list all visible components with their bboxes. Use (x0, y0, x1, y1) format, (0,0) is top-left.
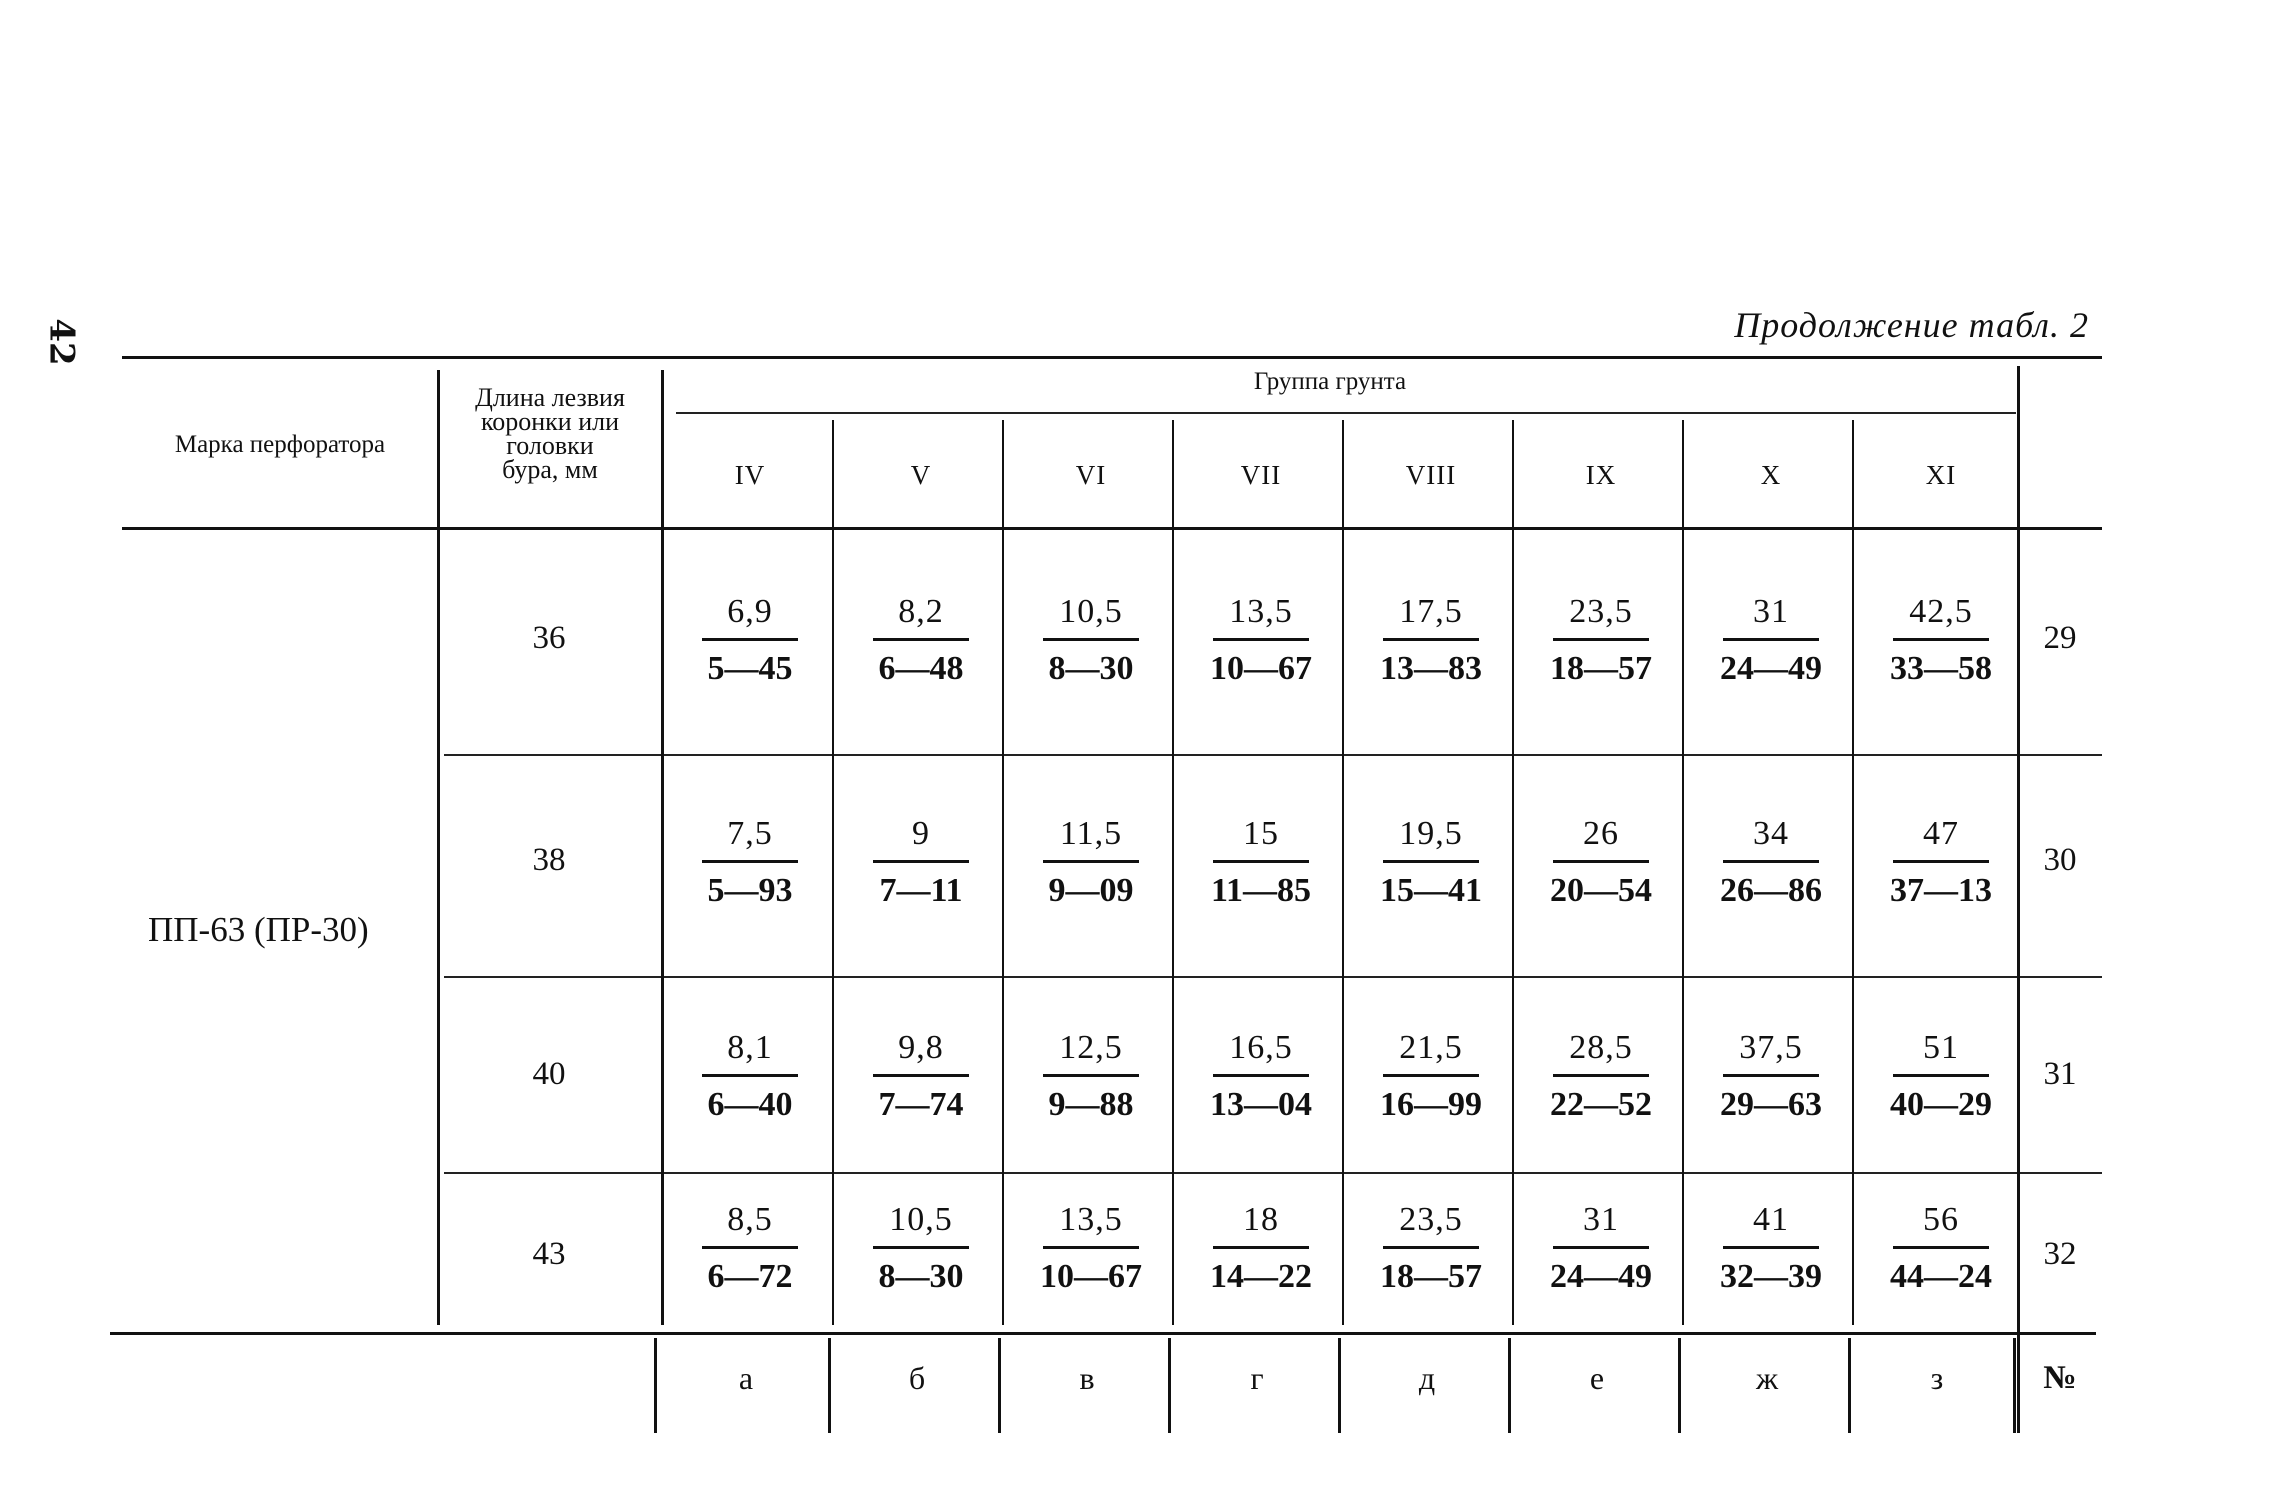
fraction-bar (1043, 1074, 1139, 1077)
footer-letter: е (1589, 1360, 1605, 1396)
cell-denominator: 32—39 (1720, 1258, 1822, 1295)
fraction-cell (836, 812, 1006, 913)
cell-denominator: 5—45 (707, 650, 793, 687)
footer-letter: д (1418, 1360, 1436, 1396)
footer-letter: в (1079, 1360, 1095, 1396)
footer-letter: г (1250, 1360, 1264, 1396)
cell-denominator: 9—88 (1048, 1086, 1134, 1123)
group-label-vii: VII (1240, 460, 1282, 490)
fraction-cell (1856, 1198, 2026, 1299)
cell-numerator: 31 (1583, 1201, 1619, 1238)
bit-length-43: 43 (532, 1236, 566, 1272)
page-number: 42 (41, 318, 82, 366)
length-header-line-2: коронки или (480, 407, 620, 436)
fraction-bar (1723, 1246, 1819, 1249)
cell-numerator: 11,5 (1059, 815, 1123, 852)
cell-denominator: 44—24 (1890, 1258, 1992, 1295)
fraction-bar (1553, 638, 1649, 641)
cell-numerator: 51 (1923, 1029, 1959, 1066)
bit-length-38: 38 (532, 842, 566, 878)
cell-denominator: 26—86 (1720, 872, 1822, 909)
cell-denominator: 9—09 (1048, 872, 1134, 909)
cell-numerator: 18 (1243, 1201, 1279, 1238)
cell-numerator: 37,5 (1739, 1029, 1803, 1066)
cell-denominator: 6—40 (707, 1086, 793, 1123)
fraction-bar (1043, 860, 1139, 863)
perforator-brand: ПП-63 (ПР-30) (148, 910, 369, 949)
cell-numerator: 12,5 (1059, 1029, 1123, 1066)
footer-letter: б (908, 1360, 926, 1396)
group-label-vi: VI (1075, 460, 1107, 490)
cell-numerator: 13,5 (1059, 1201, 1123, 1238)
fraction-bar (1553, 1074, 1649, 1077)
body-bottom-rule (110, 1332, 2096, 1335)
header-bottom-rule (122, 527, 2102, 530)
cell-numerator: 8,1 (727, 1029, 773, 1066)
cell-denominator: 18—57 (1380, 1258, 1482, 1295)
cell-denominator: 37—13 (1890, 872, 1992, 909)
fraction-cell (665, 1198, 835, 1299)
cell-denominator: 15—41 (1380, 872, 1482, 909)
group-header: Группа грунта (1253, 368, 1407, 395)
cell-denominator: 16—99 (1380, 1086, 1482, 1123)
cell-numerator: 23,5 (1399, 1201, 1463, 1238)
cell-denominator: 10—67 (1210, 650, 1312, 687)
brand-column-header: Марка перфоратора (174, 431, 386, 458)
fraction-cell (1346, 1026, 1516, 1127)
fraction-cell (665, 812, 835, 913)
cell-denominator: 24—49 (1550, 1258, 1652, 1295)
fraction-bar (1383, 860, 1479, 863)
cell-denominator: 20—54 (1550, 872, 1652, 909)
fraction-cell (1006, 590, 1176, 691)
cell-denominator: 13—83 (1380, 650, 1482, 687)
fraction-bar (702, 1074, 798, 1077)
fraction-cell (1176, 1026, 1346, 1127)
group-label-xi: XI (1925, 460, 1957, 490)
length-column-header (445, 383, 655, 484)
fraction-cell (1176, 590, 1346, 691)
fraction-bar (1213, 860, 1309, 863)
fraction-bar (1383, 638, 1479, 641)
row-number-29: 29 (2043, 620, 2077, 656)
cell-numerator: 8,2 (898, 593, 944, 630)
fraction-bar (1043, 1246, 1139, 1249)
fraction-cell (1856, 812, 2026, 913)
fraction-cell (1686, 590, 1856, 691)
cell-denominator: 22—52 (1550, 1086, 1652, 1123)
cell-numerator: 8,5 (727, 1201, 773, 1238)
cell-numerator: 56 (1923, 1201, 1959, 1238)
cell-denominator: 8—30 (878, 1258, 964, 1295)
row-number-31: 31 (2043, 1056, 2077, 1092)
fraction-cell (1686, 812, 1856, 913)
fraction-bar (1383, 1246, 1479, 1249)
cell-denominator: 5—93 (707, 872, 793, 909)
group-label-ix: IX (1585, 460, 1617, 490)
row-number-30: 30 (2043, 842, 2077, 878)
fraction-bar (1213, 638, 1309, 641)
cell-numerator: 16,5 (1229, 1029, 1293, 1066)
length-divider (661, 370, 664, 1325)
cell-numerator: 6,9 (727, 593, 773, 630)
cell-denominator: 6—72 (707, 1258, 793, 1295)
fraction-cell (1346, 812, 1516, 913)
cell-denominator: 14—22 (1210, 1258, 1312, 1295)
fraction-bar (1383, 1074, 1479, 1077)
cell-numerator: 47 (1923, 815, 1959, 852)
fraction-cell (1856, 590, 2026, 691)
fraction-bar (1213, 1074, 1309, 1077)
bit-length-36: 36 (532, 620, 566, 656)
group-label-v: V (910, 460, 932, 490)
top-rule (122, 356, 2102, 359)
fraction-bar (1893, 1246, 1989, 1249)
footer-letter: а (738, 1360, 754, 1396)
fraction-cell (836, 590, 1006, 691)
fraction-bar (702, 638, 798, 641)
group-label-x: X (1760, 460, 1782, 490)
footer-divider-left (654, 1338, 657, 1433)
cell-denominator: 10—67 (1040, 1258, 1142, 1295)
cell-numerator: 26 (1583, 815, 1619, 852)
fraction-cell (1516, 1026, 1686, 1127)
fraction-cell (1686, 1026, 1856, 1127)
cell-numerator: 19,5 (1399, 815, 1463, 852)
cell-numerator: 21,5 (1399, 1029, 1463, 1066)
fraction-cell (1006, 812, 1176, 913)
bit-length-40: 40 (532, 1056, 566, 1092)
length-header-line-4: бура, мм (502, 455, 598, 484)
fraction-bar (1553, 1246, 1649, 1249)
footer-letter: ж (1755, 1360, 1779, 1396)
cell-denominator: 7—11 (879, 872, 963, 909)
cell-numerator: 23,5 (1569, 593, 1633, 630)
fraction-cell (1346, 1198, 1516, 1299)
fraction-bar (1553, 860, 1649, 863)
fraction-cell (1856, 1026, 2026, 1127)
cell-denominator: 13—04 (1210, 1086, 1312, 1123)
fraction-cell (665, 1026, 835, 1127)
table-caption: Продолжение табл. 2 (1734, 305, 2089, 345)
fraction-bar (1213, 1246, 1309, 1249)
cell-numerator: 10,5 (1059, 593, 1123, 630)
cell-numerator: 34 (1753, 815, 1789, 852)
cell-denominator: 33—58 (1890, 650, 1992, 687)
cell-numerator: 13,5 (1229, 593, 1293, 630)
footer-number-label: № (2043, 1360, 2077, 1396)
fraction-cell (1006, 1026, 1176, 1127)
fraction-cell (1686, 1198, 1856, 1299)
fraction-cell (1176, 812, 1346, 913)
cell-numerator: 10,5 (889, 1201, 953, 1238)
group-label-iv: IV (734, 460, 766, 490)
cell-denominator: 6—48 (878, 650, 964, 687)
cell-denominator: 40—29 (1890, 1086, 1992, 1123)
fraction-bar (1043, 638, 1139, 641)
fraction-bar (873, 1074, 969, 1077)
length-header-line-3: головки (506, 431, 594, 460)
cell-numerator: 28,5 (1569, 1029, 1633, 1066)
fraction-cell (1346, 590, 1516, 691)
fraction-cell (836, 1026, 1006, 1127)
cell-numerator: 9,8 (898, 1029, 944, 1066)
cell-numerator: 31 (1753, 593, 1789, 630)
cell-numerator: 42,5 (1909, 593, 1973, 630)
fraction-cell (665, 590, 835, 691)
fraction-cell (836, 1198, 1006, 1299)
fraction-cell (1176, 1198, 1346, 1299)
fraction-bar (873, 638, 969, 641)
cell-numerator: 7,5 (727, 815, 773, 852)
cell-denominator: 18—57 (1550, 650, 1652, 687)
fraction-cell (1516, 590, 1686, 691)
fraction-cell (1516, 1198, 1686, 1299)
group-rule (676, 412, 2016, 414)
cell-numerator: 41 (1753, 1201, 1789, 1238)
cell-denominator: 11—85 (1210, 872, 1312, 909)
cell-numerator: 17,5 (1399, 593, 1463, 630)
group-label-viii: VIII (1405, 460, 1457, 490)
fraction-cell (1006, 1198, 1176, 1299)
fraction-bar (702, 1246, 798, 1249)
cell-denominator: 8—30 (1048, 650, 1134, 687)
fraction-bar (702, 860, 798, 863)
fraction-bar (873, 860, 969, 863)
fraction-bar (1723, 860, 1819, 863)
row-number-32: 32 (2043, 1236, 2077, 1272)
fraction-bar (1723, 638, 1819, 641)
fraction-bar (1893, 860, 1989, 863)
fraction-bar (1893, 1074, 1989, 1077)
cell-denominator: 29—63 (1720, 1086, 1822, 1123)
fraction-cell (1516, 812, 1686, 913)
fraction-bar (873, 1246, 969, 1249)
footer-letter: з (1930, 1360, 1944, 1396)
fraction-bar (1893, 638, 1989, 641)
fraction-bar (1723, 1074, 1819, 1077)
cell-numerator: 15 (1243, 815, 1279, 852)
cell-denominator: 7—74 (878, 1086, 964, 1123)
cell-denominator: 24—49 (1720, 650, 1822, 687)
cell-numerator: 9 (912, 815, 930, 852)
length-header-line-1: Длина лезвия (475, 383, 625, 412)
